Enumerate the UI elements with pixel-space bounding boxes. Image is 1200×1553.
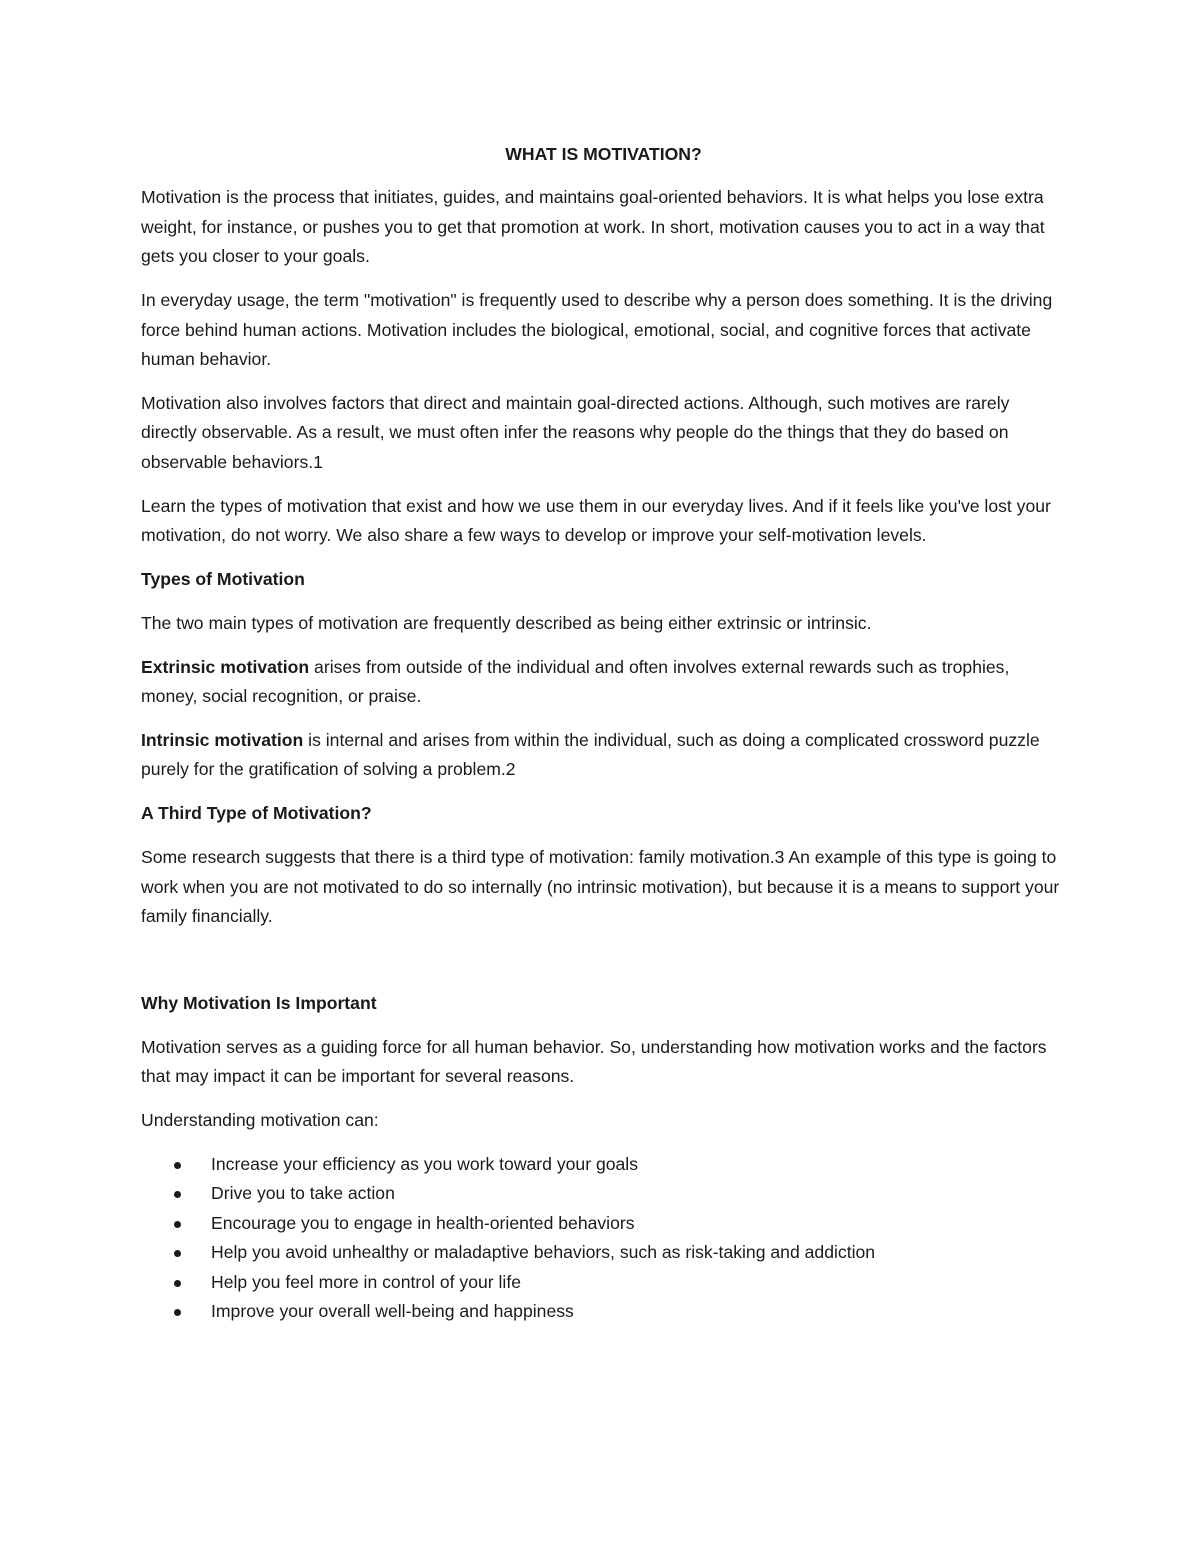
list-item-text: Help you feel more in control of your life <box>211 1271 521 1292</box>
third-type-paragraph: Some research suggests that there is a third type of motivation: family motivation.3 An example of this type is going to work when you are not motivated to do so internally (no intrinsic motivation), but because it is a means to support your family financially. <box>141 847 1060 927</box>
bullet-icon <box>174 1309 181 1316</box>
list-item-text: Drive you to take action <box>211 1183 395 1204</box>
extrinsic-paragraph <box>141 653 1066 712</box>
list-item-text: Improve your overall well-being and happiness <box>211 1301 574 1322</box>
list-item <box>141 1150 1066 1179</box>
extrinsic-term: Extrinsic motivation <box>141 656 310 677</box>
bullet-icon <box>174 1250 181 1257</box>
list-item <box>141 1238 1066 1267</box>
list-item <box>141 1268 1066 1297</box>
extrinsic-text: arises from outside of the individual and often involves external rewards such as trophies, money, social recognition, or praise. <box>141 656 1010 707</box>
intro-paragraph-2: In everyday usage, the term "motivation" is frequently used to describe why a person does something. It is the driving force behind human actions. Motivation includes the biological, emotional, social, and cognitive forces that activate human behavior. <box>141 290 1053 369</box>
third-type-heading: A Third Type of Motivation? <box>141 803 372 824</box>
list-item-text: Increase your efficiency as you work toward your goals <box>211 1154 639 1175</box>
importance-paragraph: Motivation serves as a guiding force for all human behavior. So, understanding how motivation works and the factors that may impact it can be important for several reasons. <box>141 1036 1047 1087</box>
intrinsic-text: is internal and arises from within the individual, such as doing a complicated crossword puzzle purely for the gratification of solving a problem.2 <box>141 730 1040 780</box>
document-body <box>141 140 1066 1327</box>
bullet-icon <box>174 1221 181 1228</box>
importance-heading: Why Motivation Is Important <box>141 992 377 1013</box>
list-item-text: Encourage you to engage in health-oriented behaviors <box>211 1212 635 1233</box>
list-item <box>141 1297 1066 1326</box>
list-item <box>141 1179 1066 1208</box>
intrinsic-paragraph <box>141 726 1066 785</box>
list-item-text: Help you avoid unhealthy or maladaptive behaviors, such as risk-taking and addiction <box>211 1242 876 1263</box>
intro-paragraph-1: Motivation is the process that initiates, guides, and maintains goal-oriented behaviors. It is what helps you lose extra weight, for instance, or pushes you to get that promotion at work. In short, motivation causes you to act in a way that gets you closer to your goals. <box>141 187 1045 267</box>
list-intro: Understanding motivation can: <box>141 1110 379 1131</box>
bullet-icon <box>174 1191 181 1198</box>
bullet-icon <box>174 1280 181 1287</box>
bullet-icon <box>174 1162 181 1169</box>
intro-paragraph-4: Learn the types of motivation that exist and how we use them in our everyday lives. And if it feels like you've lost your motivation, do not worry. We also share a few ways to develop or improve your self-motivation levels. <box>141 495 1051 545</box>
intro-paragraph-3: Motivation also involves factors that direct and maintain goal-directed actions. Although, such motives are rarely directly observable. As a result, we must often infer the reasons why people do the things that they do based on observable behaviors.1 <box>141 392 1010 472</box>
intrinsic-term: Intrinsic motivation <box>141 730 304 750</box>
types-heading: Types of Motivation <box>141 568 305 589</box>
benefits-list <box>141 1150 1066 1326</box>
list-item <box>141 1209 1066 1238</box>
types-intro-paragraph: The two main types of motivation are frequently described as being either extrinsic or intrinsic. <box>141 612 872 633</box>
page-title: WHAT IS MOTIVATION? <box>505 144 702 164</box>
section-spacer <box>141 946 1066 989</box>
